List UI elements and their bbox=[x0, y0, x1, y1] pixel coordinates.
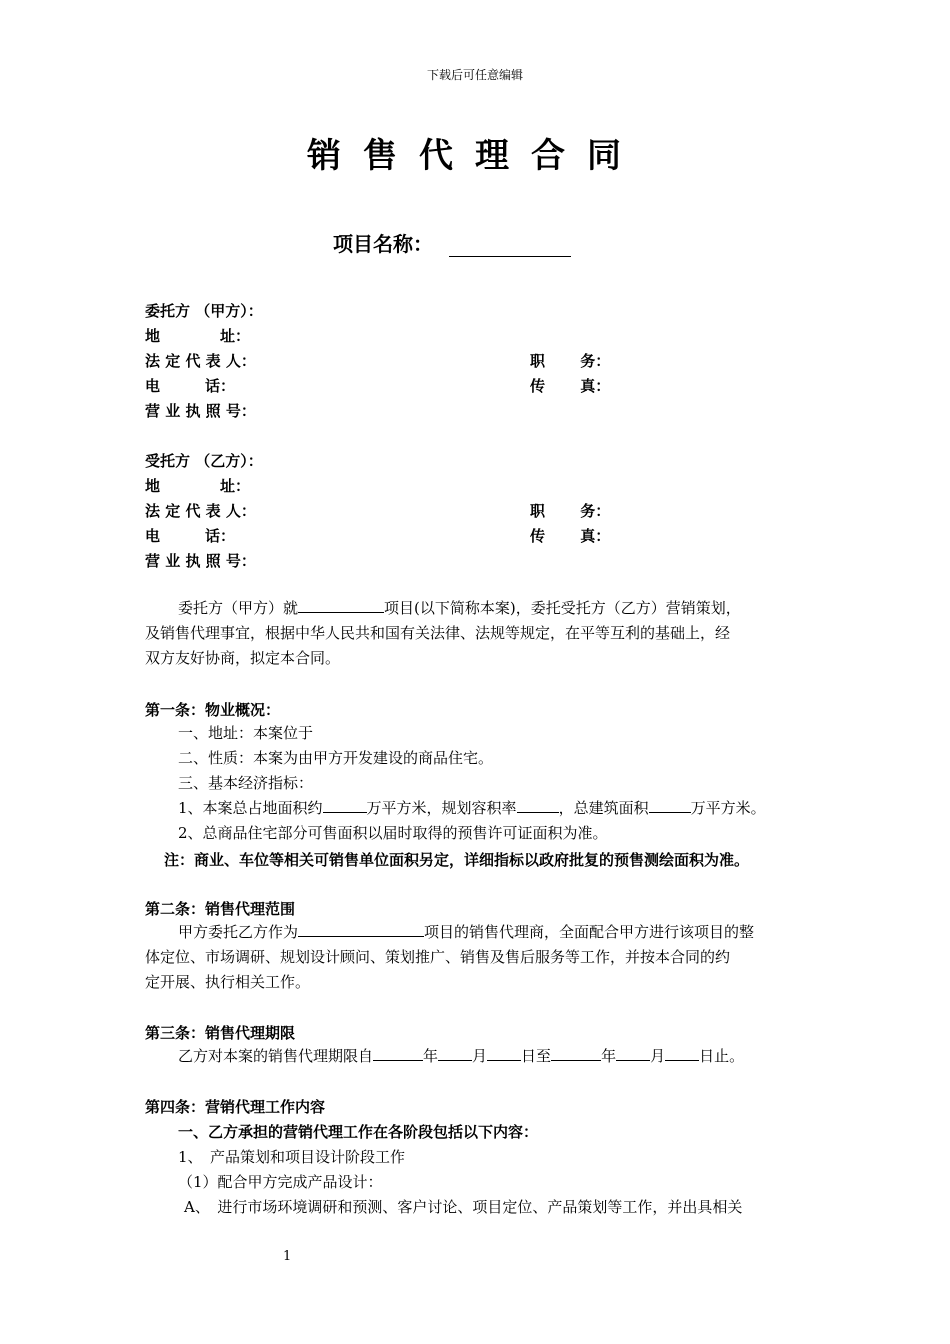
party-a-heading: 委托方 （甲方）： bbox=[145, 302, 263, 320]
party-a-phone: 电 话： bbox=[145, 377, 236, 395]
article-2-body: 甲方委托乙方作为 项目的销售代理商，全面配合甲方进行该项目的整 体定位、市场调研、规划设计顾问、策划推广、销售及售后服务等工作，并按本合同的约 定开展、执行相关工作。 bbox=[145, 923, 755, 991]
party-b-license: 营 业 执 照 号： bbox=[145, 552, 256, 570]
party-a-license: 营 业 执 照 号： bbox=[145, 402, 256, 420]
project-blank bbox=[298, 598, 384, 613]
article-1-heading: 第一条：物业概况： bbox=[145, 701, 281, 719]
document-title: 销售代理合同 bbox=[307, 136, 643, 176]
page-number: 1 bbox=[283, 1249, 292, 1264]
article-3-heading: 第三条：销售代理期限 bbox=[145, 1024, 296, 1042]
article-4-item-a: A、 进行市场环境调研和预测、客户讨论、项目定位、产品策划等工作，并出具相关 bbox=[184, 1198, 743, 1216]
party-b-phone: 电 话： bbox=[145, 527, 236, 545]
party-a-rep: 法 定 代 表 人： bbox=[145, 352, 256, 370]
party-b-address: 地 址： bbox=[145, 477, 251, 495]
article-2-heading: 第二条：销售代理范围 bbox=[145, 900, 296, 918]
party-a-address: 地 址： bbox=[145, 327, 251, 345]
article-4-section-1: 一、乙方承担的营销代理工作在各阶段包括以下内容： bbox=[178, 1123, 539, 1141]
header-note: 下载后可任意编辑 bbox=[426, 68, 523, 82]
project-name-blank bbox=[449, 238, 571, 257]
project-name-label: 项目名称： bbox=[333, 232, 433, 256]
party-a-title: 职 务： bbox=[530, 352, 611, 370]
article-4-item-1: 1、 产品策划和项目设计阶段工作 bbox=[178, 1148, 406, 1166]
article-1-body: 一、地址：本案位于 二、性质：本案为由甲方开发建设的商品住宅。 三、基本经济指标： 1、本案总占地面积约 万平方米，规划容积率 ，总建筑面积 万平方米。 2、总商品住宅部分可售面积以届时取得的预售许可证面积为准。 bbox=[178, 724, 766, 842]
party-b-heading: 受托方 （乙方）： bbox=[145, 452, 263, 470]
article-1-note: 注：商业、车位等相关可销售单位面积另定，详细指标以政府批复的预售测绘面积为准。 bbox=[164, 851, 750, 869]
party-b-rep: 法 定 代 表 人： bbox=[145, 502, 256, 520]
party-b-fax: 传 真： bbox=[530, 527, 611, 545]
party-a-fax: 传 真： bbox=[530, 377, 611, 395]
party-b-title: 职 务： bbox=[530, 502, 611, 520]
article-4-heading: 第四条：营销代理工作内容 bbox=[145, 1098, 326, 1116]
article-3-body: 乙方对本案的销售代理期限自 年 月 日至 年 月 日止。 bbox=[178, 1047, 745, 1065]
article-4-item-1-1: （1）配合甲方完成产品设计： bbox=[178, 1173, 383, 1191]
project-name-row bbox=[333, 228, 571, 257]
intro-paragraph: 委托方（甲方）就 项目(以下简称本案)，委托受托方（乙方）营销策划， 及销售代理事宜，根据中华人民共和国有关法律、法规等规定，在平等互利的基础上，经 双方友好协商，拟定本合同。 bbox=[145, 599, 741, 667]
